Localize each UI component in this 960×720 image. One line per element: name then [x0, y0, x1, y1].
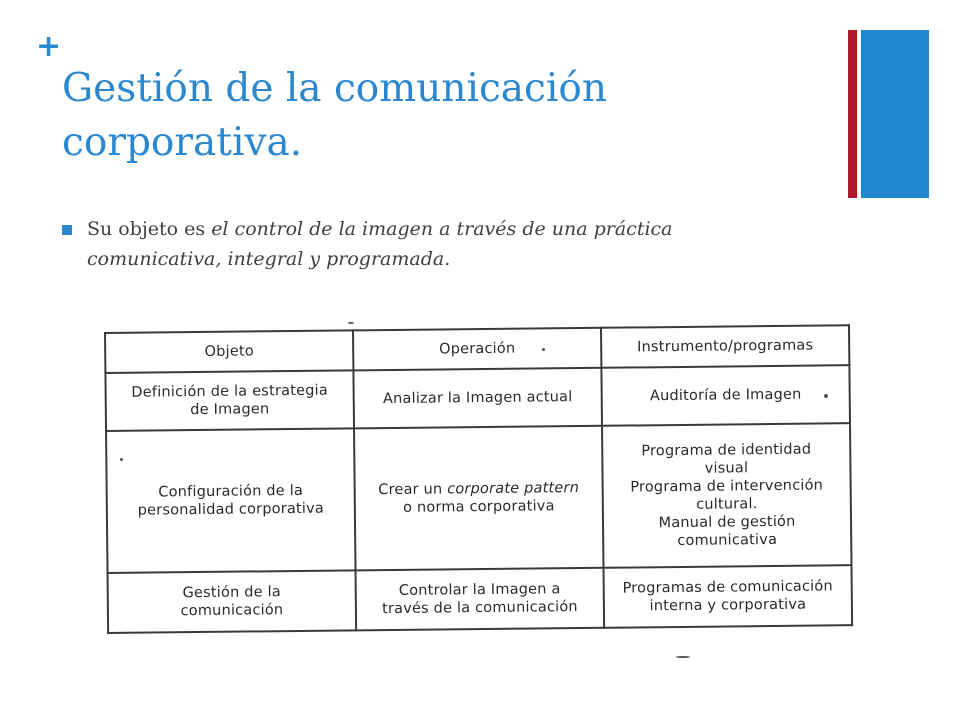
header-instrumento: Instrumento/programas	[601, 325, 849, 368]
cell-line	[362, 479, 596, 499]
objectives-table	[104, 324, 853, 634]
bullet-italic-2: comunicativa, integral y programada.	[87, 248, 451, 270]
slide-title	[62, 62, 822, 170]
cell-operacion	[354, 426, 603, 571]
cell-objeto	[108, 570, 357, 633]
cell-line: Definición de la estrategia	[131, 382, 328, 401]
cell-line: Configuración de la	[158, 482, 304, 501]
cell-objeto	[106, 428, 355, 573]
cell-line: Programa de identidad	[641, 441, 812, 460]
cell-line: Analizar la Imagen actual	[382, 389, 573, 408]
scanned-table-image	[80, 308, 872, 680]
cell-line: través de la comunicación	[381, 599, 578, 618]
cell-line: o norma corporativa	[402, 498, 555, 516]
cell-objeto	[105, 370, 354, 431]
accent-bar-blue	[861, 30, 929, 198]
cell-instrumento	[601, 365, 850, 426]
header-objeto: Objeto	[105, 330, 353, 373]
cell-line: comunicativa	[677, 531, 778, 550]
cell-operacion	[356, 568, 605, 631]
scan-speck	[348, 322, 354, 324]
cell-line: Auditoría de Imagen	[649, 386, 802, 405]
cell-line: visual	[704, 460, 749, 477]
cell-line: cultural.	[696, 496, 758, 513]
accent-bar-red	[848, 30, 857, 198]
cell-instrumento	[603, 565, 852, 628]
scan-speck	[676, 656, 690, 658]
cell-line: interna y corporativa	[649, 596, 807, 615]
table-row	[106, 423, 851, 573]
cell-line: Manual de gestión	[658, 513, 796, 532]
title-line-2: corporativa.	[62, 120, 303, 165]
bullet-italic-1: el control de la imagen a través de una práctica	[211, 218, 673, 240]
cell-line: Programas de comunicación	[622, 578, 833, 597]
cell-line: Programa de intervención	[630, 477, 824, 496]
header-operacion: Operación	[353, 328, 601, 371]
bullet-text	[87, 214, 832, 274]
bullet-square-icon	[62, 225, 72, 235]
cell-line: comunicación	[180, 602, 284, 620]
cell-line: de Imagen	[190, 401, 270, 419]
cell-instrumento	[602, 423, 851, 568]
cell-text: Crear un	[378, 481, 448, 499]
cell-line: personalidad corporativa	[137, 500, 325, 519]
table-row	[108, 565, 853, 633]
title-line-1: Gestión de la comunicación	[62, 66, 607, 111]
cell-text-italic: corporate pattern	[447, 480, 580, 498]
table-row	[105, 365, 850, 431]
bullet-item	[62, 214, 832, 274]
cell-line: Gestión de la	[182, 584, 281, 602]
plus-icon: +	[36, 29, 62, 64]
cell-operacion	[353, 368, 602, 429]
bullet-prefix: Su objeto es	[87, 218, 212, 240]
cell-line: Controlar la Imagen a	[398, 581, 561, 599]
